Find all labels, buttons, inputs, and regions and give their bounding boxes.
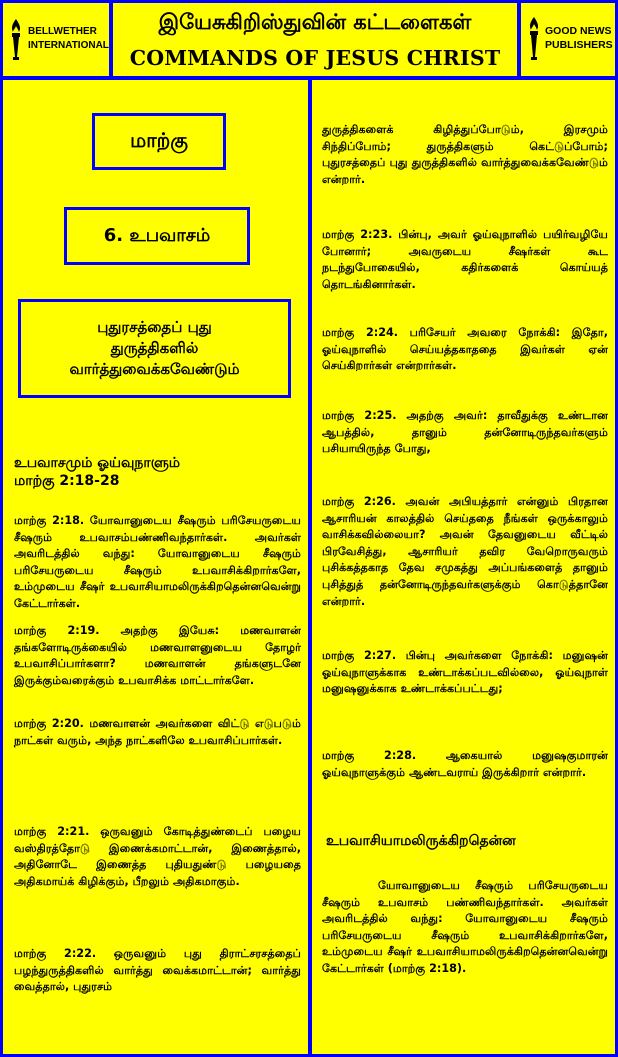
- verse-2-21: மாற்கு 2:21. ஒருவனும் கோடித்துண்டைப் பழைய வஸ்திரத்தோடு இணைக்கமாட்டான், இணைத்தால், அதினோடே இணைத்த புதியதுண்டு பழையதை அதிகமாய்க் கிழிக்கும், பீறலும் அதிகமாகும்.: [14, 825, 301, 888]
- chapter-box: 6. உபவாசம்: [64, 207, 250, 265]
- logo-left-line2: INTERNATIONAL: [28, 40, 109, 51]
- right-column: [312, 80, 615, 1054]
- torch-icon: [525, 15, 543, 61]
- logo-right-line2: PUBLISHERS: [545, 39, 613, 51]
- verse-2-22-continued: துருத்திகளைக் கிழித்துப்போடும், இரசமும் சிந்திப்போம்; துருத்திகளும் கெட்டுப்போம்; புதுரசத்தைப் புது துருத்திகளில் வார்த்துவைக்கவேண்டும் என்றார்.: [322, 123, 608, 186]
- gospel-box: மாற்கு: [92, 113, 226, 170]
- verse-2-27: மாற்கு 2:27. பின்பு அவர்களை நோக்கி: மனுஷன் ஓய்வுநாளுக்காக உண்டாக்கப்படவில்லை, ஓய்வுநாள் மனுஷனுக்காக உண்டாக்கப்பட்டது;: [322, 649, 608, 696]
- title-panel: [113, 3, 517, 76]
- section-heading-line2: மாற்கு 2:18-28: [14, 473, 120, 489]
- left-column: [3, 80, 308, 1054]
- title-tamil: இயேசுகிறிஸ்துவின் கட்டளைகள்: [158, 10, 472, 34]
- verse-2-24: மாற்கு 2:24. பரிசேயர் அவரை நோக்கி: இதோ, ஓய்வுநாளில் செய்யத்தகாததை இவர்கள் ஏன் செய்கிறார்கள் என்றார்கள்.: [322, 326, 608, 373]
- bellwether-logo-panel: [3, 3, 109, 76]
- title-english: COMMANDS OF JESUS CHRIST: [129, 46, 501, 70]
- command-line-2: துருத்திகளில்: [110, 339, 199, 357]
- bellwether-logo: [7, 17, 109, 61]
- command-box: [18, 299, 291, 398]
- good-news-logo: [525, 15, 613, 61]
- verse-2-25: மாற்கு 2:25. அதற்கு அவர்: தாவீதுக்கு உண்டான ஆபத்தில், தானும் தன்னோடிருந்தவர்களும் பசியாயிருந்த போது,: [322, 409, 608, 456]
- verse-2-19: மாற்கு 2:19. அதற்கு இயேசு: மணவாளன் தங்களோடிருக்கையில் மணவாளனுடைய தோழர் உபவாசிப்பார்களா? மணவாளன் தங்களுடனே இருக்கும்வரைக்கும் உபவாசிக்க மாட்டார்களே.: [14, 624, 301, 687]
- section-heading-line1: உபவாசமும் ஓய்வுநாளும்: [14, 455, 181, 471]
- verse-2-20: மாற்கு 2:20. மணவாளன் அவர்களை விட்டு எடுபடும் நாட்கள் வரும், அந்த நாட்களிலே உபவாசிப்பார்கள்.: [14, 717, 301, 747]
- command-line-3: வார்த்துவைக்கவேண்டும்: [69, 360, 240, 378]
- good-news-logo-panel: [521, 3, 615, 76]
- summary-paragraph: யோவானுடைய சீஷரும் பரிசேயருடைய சீஷரும் உபவாசம் பண்ணிவந்தார்கள். அவர்கள் அவரிடத்தில் வந்து: யோவானுடைய சீஷரும் பரிசேயருடைய சீஷரும் உபவாசிக்கிறார்களே, உம்முடைய சீஷர் உபவாசியாமலிருக்கிறதென்னவென்று கேட்டார்கள் (மாற்கு 2:18).: [322, 879, 608, 975]
- fasting-question-heading: உபவாசியாமலிருக்கிறதென்ன: [326, 833, 516, 849]
- verse-2-26: மாற்கு 2:26. அவன் அபியத்தார் என்னும் பிரதான ஆசாரியன் காலத்தில் செய்ததை நீங்கள் ஒருக்காலும் வாசிக்கவில்லையா? அவன் தேவனுடைய வீட்டில் பிரவேசித்து, ஆசாரியர் தவிர வேறொருவரும் புசிக்கத்தகாத தேவ சமுகத்து அப்பங்களைத் தானும் புசித்துத் தன்னோடிருந்தவர்களுக்கும் கொடுத்தானே என்றார்.: [322, 495, 608, 608]
- torch-icon: [7, 17, 25, 61]
- verse-2-22: மாற்கு 2:22. ஒருவனும் புது திராட்சரசத்தைப் பழந்துருத்திகளில் வார்த்து வைக்கமாட்டான்; வார்த்து வைத்தால், புதுரசம்: [14, 947, 301, 994]
- verse-2-23: மாற்கு 2:23. பின்பு, அவர் ஓய்வுநாளில் பயிர்வழியே போனார்; அவருடைய சீஷர்கள் கூட நடந்துபோகையில், கதிர்களைக் கொய்யத் தொடங்கினார்கள்.: [322, 228, 608, 291]
- command-line-1: புதுரசத்தைப் புது: [97, 318, 212, 336]
- verse-2-18: மாற்கு 2:18. யோவானுடைய சீஷரும் பரிசேயருடைய சீஷரும் உபவாசம்பண்ணிவந்தார்கள். அவர்கள் அவரிடத்தில் வந்து: யோவானுடைய சீஷரும் பரிசேயருடைய சீஷரும் உபவாசிக்கிறார்களே, உம்முடைய சீஷர் உபவாசியாமலிருக்கிறதென்னவென்று கேட்டார்கள்.: [14, 514, 301, 610]
- logo-left-line1: BELLWETHER: [28, 26, 97, 37]
- verse-2-28: மாற்கு 2:28. ஆகையால் மனுஷகுமாரன் ஓய்வுநாளுக்கும் ஆண்டவராய் இருக்கிறார் என்றார்.: [322, 749, 608, 779]
- section-heading: [14, 454, 180, 490]
- logo-right-line1: GOOD NEWS: [545, 25, 612, 37]
